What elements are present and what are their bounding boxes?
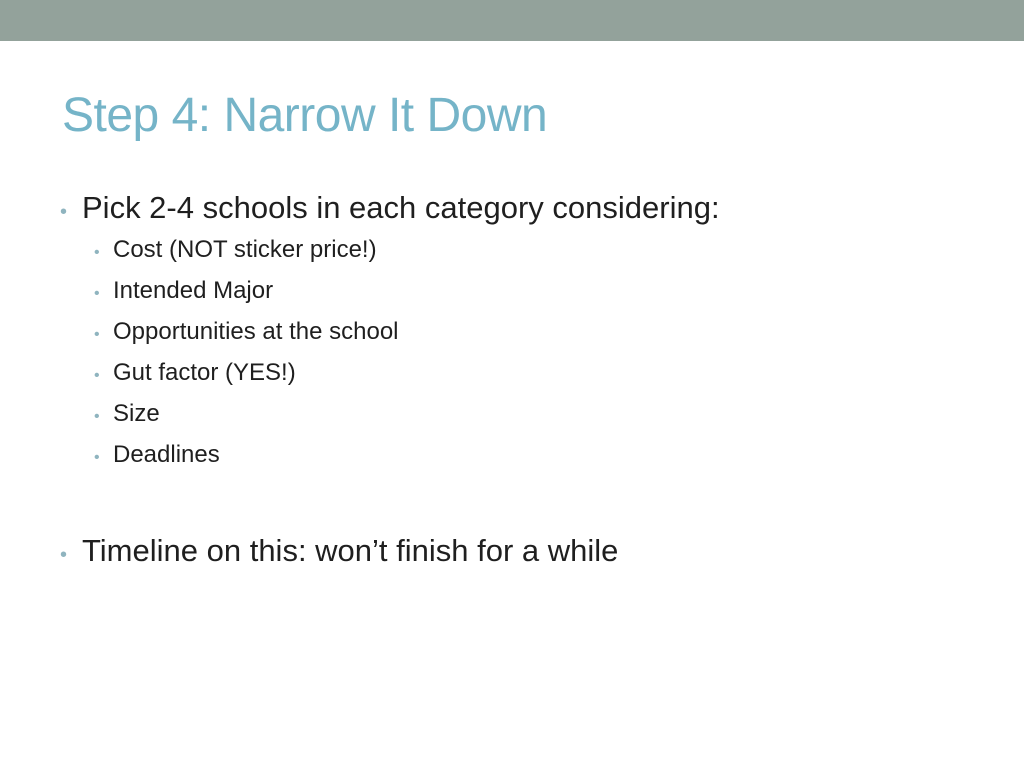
top-accent-bar <box>0 0 1024 41</box>
sub-bullet-text: Intended Major <box>113 277 274 304</box>
sub-bullet-item-intended-major <box>94 275 273 310</box>
sub-bullet-item-gut-factor <box>94 357 296 392</box>
bullet-dot-icon: • <box>60 544 68 566</box>
bullet-text: Pick 2-4 schools in each category considering: <box>82 190 720 225</box>
sub-bullet-text: Size <box>113 400 160 427</box>
sub-bullet-item-size <box>94 398 160 433</box>
slide-title: Step 4: Narrow It Down <box>62 89 548 142</box>
sub-bullet-item-deadlines <box>94 439 220 474</box>
bullet-dot-icon: • <box>94 408 100 425</box>
sub-bullet-item-opportunities <box>94 316 399 351</box>
sub-bullet-item-cost <box>94 234 377 269</box>
bullet-dot-icon: • <box>94 244 100 261</box>
bullet-dot-icon: • <box>94 449 100 466</box>
sub-bullet-text: Cost (NOT sticker price!) <box>113 236 377 263</box>
bullet-dot-icon: • <box>94 367 100 384</box>
sub-bullet-text: Opportunities at the school <box>113 318 399 345</box>
bullet-dot-icon: • <box>60 201 68 223</box>
sub-bullet-text: Gut factor (YES!) <box>113 359 296 386</box>
bullet-item-timeline <box>58 531 618 575</box>
bullet-dot-icon: • <box>94 285 100 302</box>
bullet-text: Timeline on this: won’t finish for a while <box>82 533 619 568</box>
bullet-dot-icon: • <box>94 326 100 343</box>
sub-bullet-text: Deadlines <box>113 441 220 468</box>
bullet-item-pick-schools <box>58 188 720 232</box>
